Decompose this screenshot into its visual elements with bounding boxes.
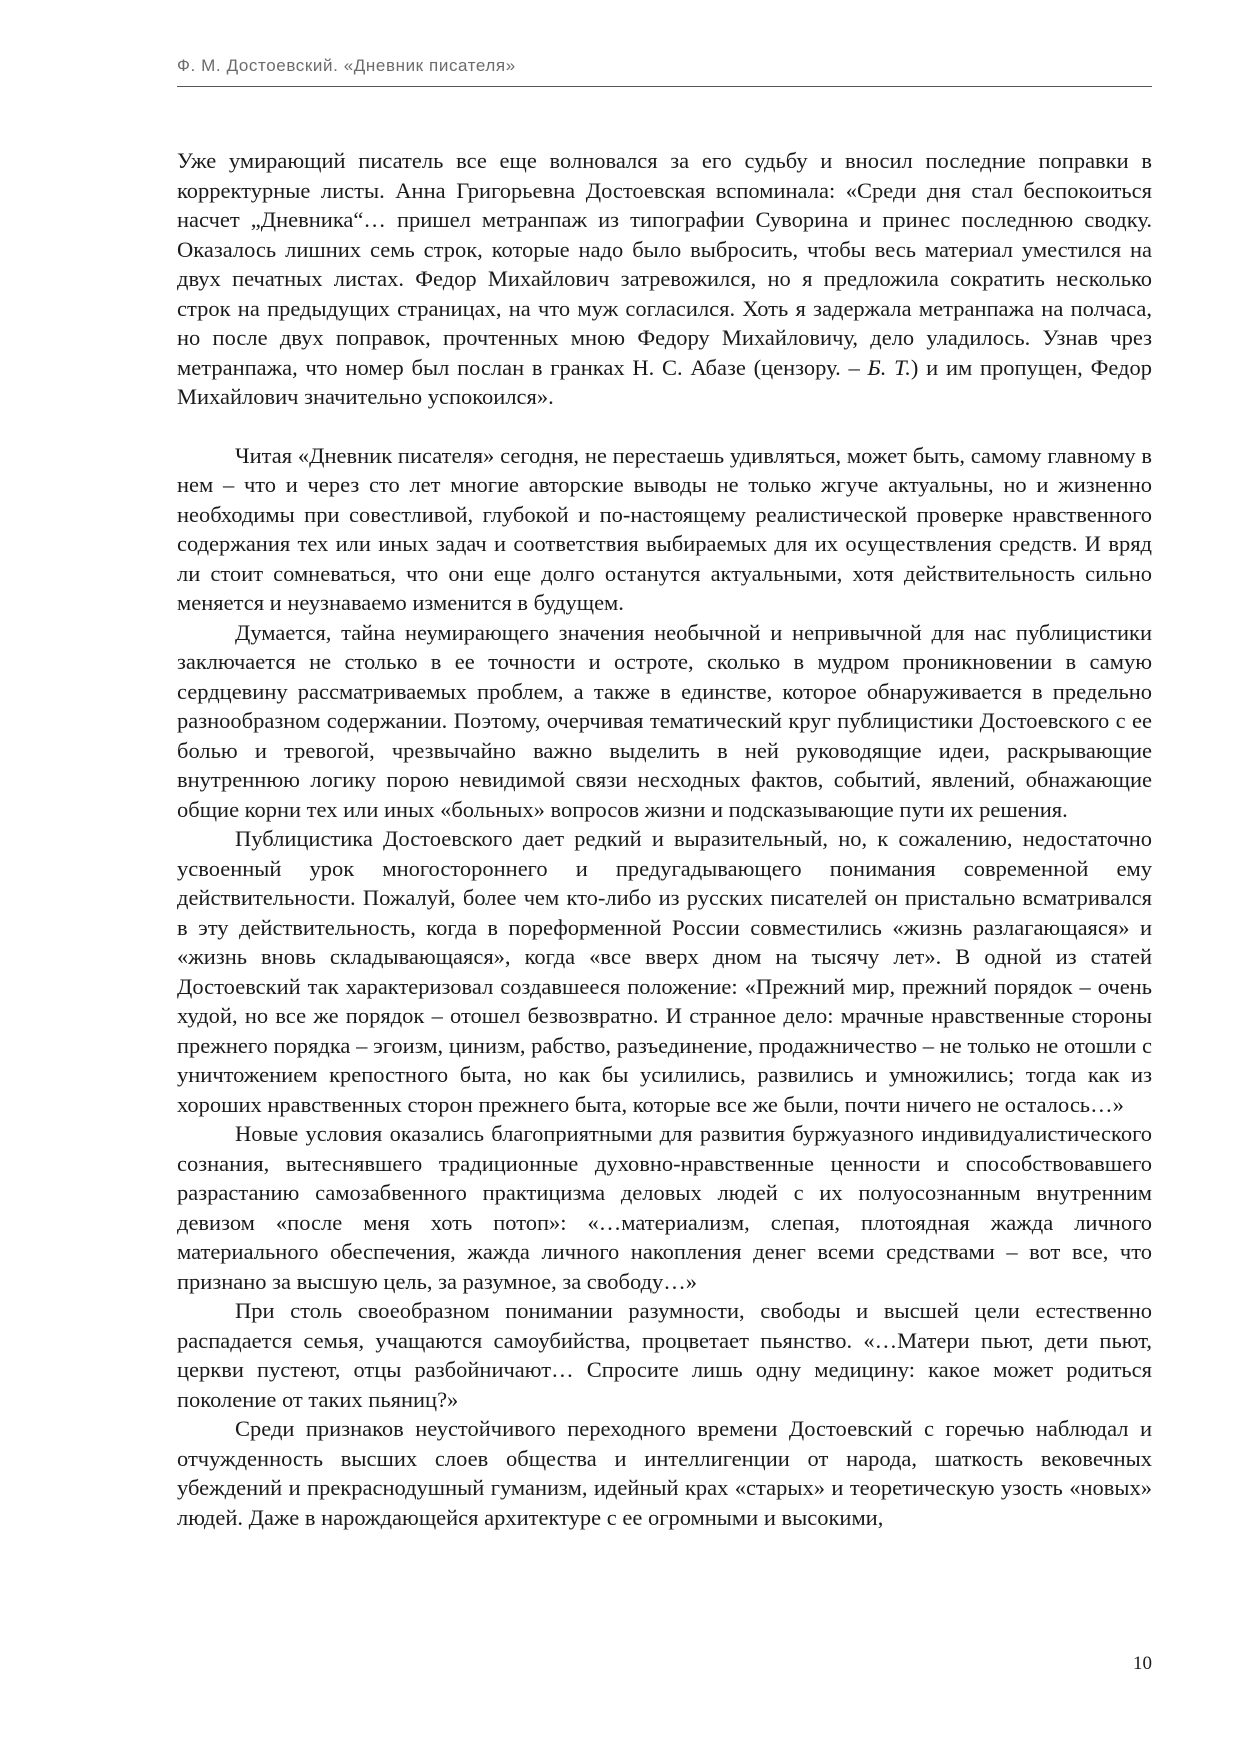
paragraph: При столь своеобразном понимании разумности, свободы и высшей цели естественно распадается семья, учащаются самоубийства, процветает пьянство. «…Матери пьют, дети пьют, церкви пустеют, отцы разбойничают… Спросите лишь одну медицину: какое может родиться поколение от таких пьяниц?» [177,1298,1152,1412]
editor-initials: Б. Т. [867,354,911,380]
paragraph-quote-dostoevskaya [177,146,1152,412]
header-rule [177,86,1152,87]
paragraph: Думается, тайна неумирающего значения необычной и непривычной для нас публицистики заключается не столько в ее точности и остроте, сколько в мудром проникновении в самую сердцевину рассматриваемых проблем, а также в единстве, которое обнаруживается в предельно разнообразном содержании. Поэтому, очерчивая тематический круг публицистики Достоевского с ее болью и тревогой, чрезвычайно важно выделить в ней руководящие идеи, раскрывающие внутреннюю логику порою невидимой связи несходных фактов, событий, явлений, обнажающие общие корни тех или иных «больных» вопросов жизни и подсказывающие пути их решения. [177,619,1152,822]
paragraph: Среди признаков неустойчивого переходного времени Достоевский с горечью наблюдал и отчужденность высших слоев общества и интеллигенции от народа, шаткость вековечных убеждений и прекраснодушный гуманизм, идейный крах «старых» и теоретическую узость «новых» людей. Даже в нарождающейся архитектуре с ее огромными и высокими, [177,1416,1152,1530]
paragraph: Читая «Дневник писателя» сегодня, не перестаешь удивляться, может быть, самому главному в нем – что и через сто лет многие авторские выводы не только жгуче актуальны, но и жизненно необходимы при совестливой, глубокой и по-настоящему реалистической проверке нравственного содержания тех или иных задач и соответствия выбираемых для их осуществления средств. И вряд ли стоит сомневаться, что они еще долго останутся актуальными, хотя действительность сильно меняется и неузнаваемо изменится в будущем. [177,442,1152,615]
running-head: Ф. М. Достоевский. «Дневник писателя» [177,56,516,75]
paragraph: Новые условия оказались благоприятными для развития буржуазного индивидуалистического сознания, вытеснявшего традиционные духовно-нравственные ценности и способствовавшего разрастанию самозабвенного практицизма деловых людей с их полуосознанным внутренним девизом «после меня хоть потоп»: «…материализм, слепая, плотоядная жажда личного материального обеспечения, жажда личного накопления денег всеми средствами – вот все, что признано за высшую цель, за разумное, за свободу…» [177,1121,1152,1294]
body-text [177,146,1152,1532]
page-number: 10 [1133,1653,1152,1674]
paragraph-1-text: Уже умирающий писатель все еще волновался за его судьбу и вносил последние поправки в корректурные листы. Анна Григорьевна Достоевская вспоминала: «Среди дня стал беспокоиться насчет „Дневника“… пришел метранпаж из типографии Суворина и принес последнюю сводку. Оказалось лишних семь строк, которые надо было выбросить, чтобы весь материал уместился на двух печатных листах. Федор Михайлович затревожился, но я предложила сократить несколько строк на предыдущих страницах, на что муж согласился. Хоть я задержала метранпажа на полчаса, но после двух поправок, прочтенных мною Федору Михайловичу, дело уладилось. Узнав чрез метранпажа, что номер был послан в гранках Н. С. Абазе (цензору. – [177,148,1152,380]
paragraph: Публицистика Достоевского дает редкий и выразительный, но, к сожалению, недостаточно усвоенный урок многостороннего и предугадывающего понимания современной ему действительности. Пожалуй, более чем кто-либо из русских писателей он пристально всматривался в эту действительность, когда в пореформенной России совместились «жизнь разлагающаяся» и «жизнь вновь складывающаяся», когда «все вверх дном на тысячу лет». В одной из статей Достоевский так характеризовал создавшееся положение: «Прежний мир, прежний порядок – очень худой, но все же порядок – отошел безвозвратно. И странное дело: мрачные нравственные стороны прежнего порядка – эгоизм, цинизм, рабство, разъединение, продажничество – не только не отошли с уничтожением крепостного быта, но как бы усилились, развились и умножились; тогда как из хороших нравственных сторон прежнего быта, которые все же были, почти ничего не осталось…» [177,826,1152,1117]
paragraph-1-text-end: ) и им пропущен, Федор Михайлович значительно успокоился». [177,354,1152,409]
